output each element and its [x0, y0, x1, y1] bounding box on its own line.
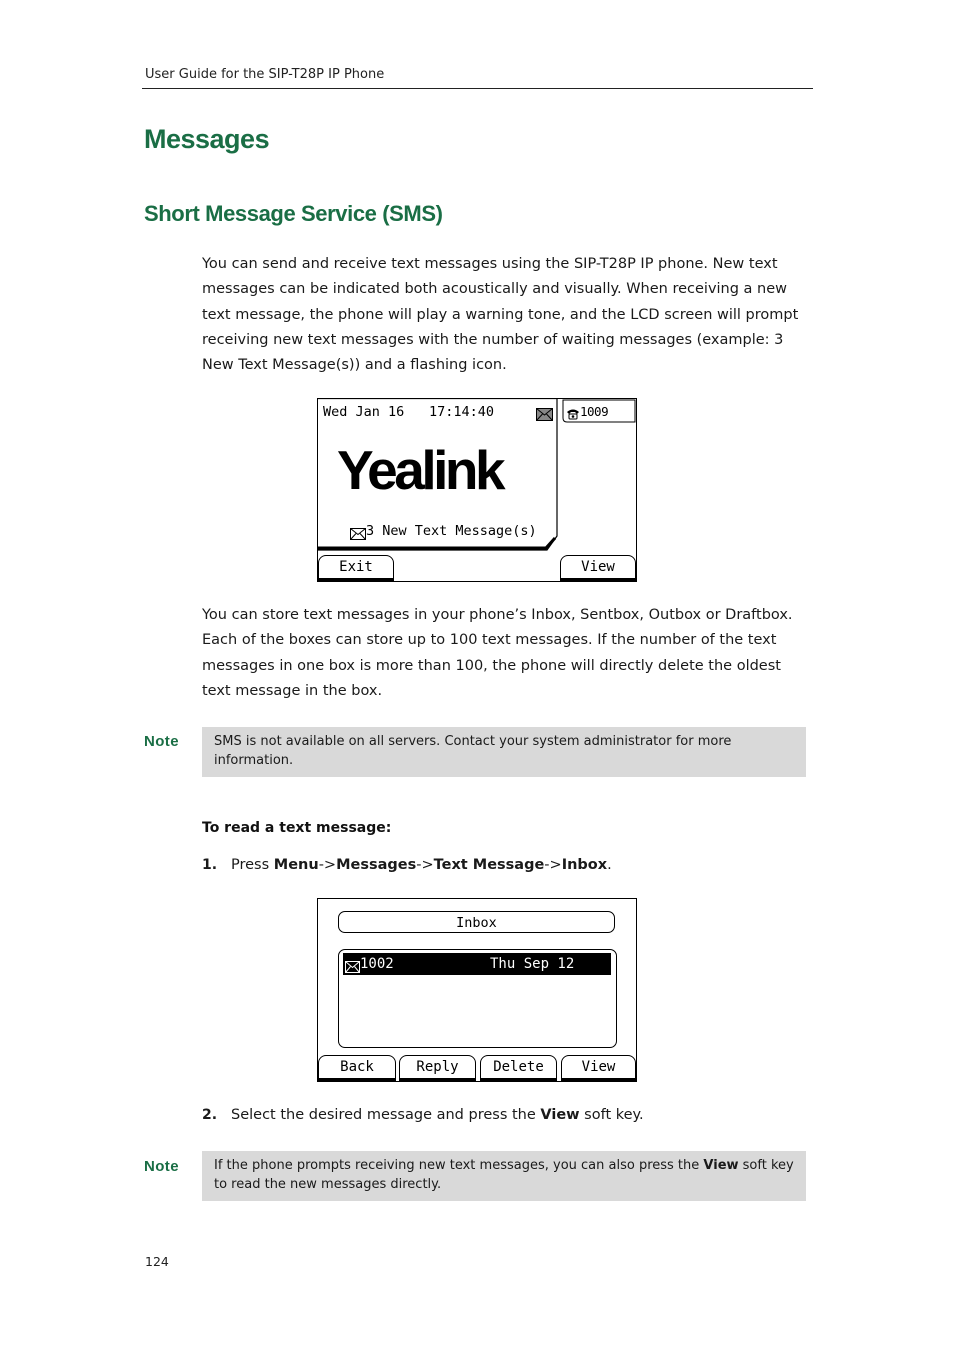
phone-icon — [566, 405, 580, 424]
procedure-title: To read a text message: — [202, 820, 392, 836]
step-text: Press — [231, 857, 274, 873]
text-message-key: Text Message — [433, 857, 545, 873]
page-number: 124 — [145, 1254, 169, 1269]
note-box — [202, 1151, 806, 1201]
running-header: User Guide for the SIP-T28P IP Phone — [145, 67, 385, 82]
idle-date: Wed Jan 16 — [323, 404, 405, 420]
section-title: Short Message Service (SMS) — [144, 201, 443, 226]
back-softkey[interactable]: Back — [318, 1055, 396, 1082]
step-1 — [202, 857, 612, 873]
menu-key: Menu — [273, 857, 319, 873]
view-key: View — [703, 1158, 739, 1173]
view-softkey[interactable]: View — [560, 555, 636, 582]
intro-paragraph: You can send and receive text messages using the SIP-T28P IP phone. New text messages can be indicated both acoustically and visually. When receiving a new text message, the phone will play a warning tone, and the LCD screen will prompt receiving new text messages with the number of waiting messages (example: 3 New Text Message(s)) and a flashing icon. — [202, 256, 799, 374]
exit-softkey[interactable]: Exit — [318, 555, 394, 582]
step-text: Select the desired message and press the — [231, 1107, 541, 1123]
header-rule — [142, 88, 813, 89]
account-number: 1009 — [580, 404, 609, 419]
messages-key: Messages — [336, 857, 417, 873]
inbox-key: Inbox — [561, 857, 608, 873]
path-separator: -> — [416, 857, 434, 873]
envelope-icon — [536, 406, 553, 425]
note-text: If the phone prompts receiving new text messages, you can also press the — [214, 1158, 704, 1173]
inbox-screen-figure — [317, 898, 637, 1082]
message-list — [338, 949, 617, 1048]
view-softkey[interactable]: View — [561, 1055, 636, 1082]
yealink-logo: Yealink — [337, 439, 503, 501]
note-text: soft key to read the new messages directly. — [214, 1158, 794, 1192]
message-row[interactable] — [343, 953, 611, 975]
view-key: View — [540, 1107, 580, 1123]
message-date: Thu Sep 12 — [490, 956, 575, 972]
step-text: soft key. — [579, 1107, 644, 1123]
new-message-prompt: 3 New Text Message(s) — [366, 523, 537, 539]
step-2 — [202, 1107, 644, 1123]
note-label: Note — [144, 1158, 179, 1175]
step-text: . — [607, 857, 612, 873]
note-box — [202, 727, 806, 777]
message-sender: 1002 — [360, 956, 394, 972]
idle-time: 17:14:40 — [429, 404, 495, 420]
idle-screen-figure — [317, 398, 637, 582]
path-separator: -> — [318, 857, 337, 873]
envelope-icon — [350, 525, 366, 544]
reply-softkey[interactable]: Reply — [399, 1055, 476, 1082]
note-label: Note — [144, 733, 179, 750]
step-number: 1. — [202, 857, 218, 873]
storage-paragraph: You can store text messages in your phone’s Inbox, Sentbox, Outbox or Draftbox. Each of the boxes can store up to 100 text messages. If the number of the text messages in one box is more than 100, the phone will directly delete the oldest text message in the box. — [202, 607, 793, 699]
note-text: SMS is not available on all servers. Contact your system administrator for more information. — [214, 734, 732, 768]
path-separator: -> — [544, 857, 562, 873]
envelope-icon — [345, 958, 360, 980]
delete-softkey[interactable]: Delete — [480, 1055, 557, 1082]
step-number: 2. — [202, 1107, 218, 1123]
inbox-title: Inbox — [338, 911, 615, 933]
chapter-title: Messages — [144, 124, 270, 154]
